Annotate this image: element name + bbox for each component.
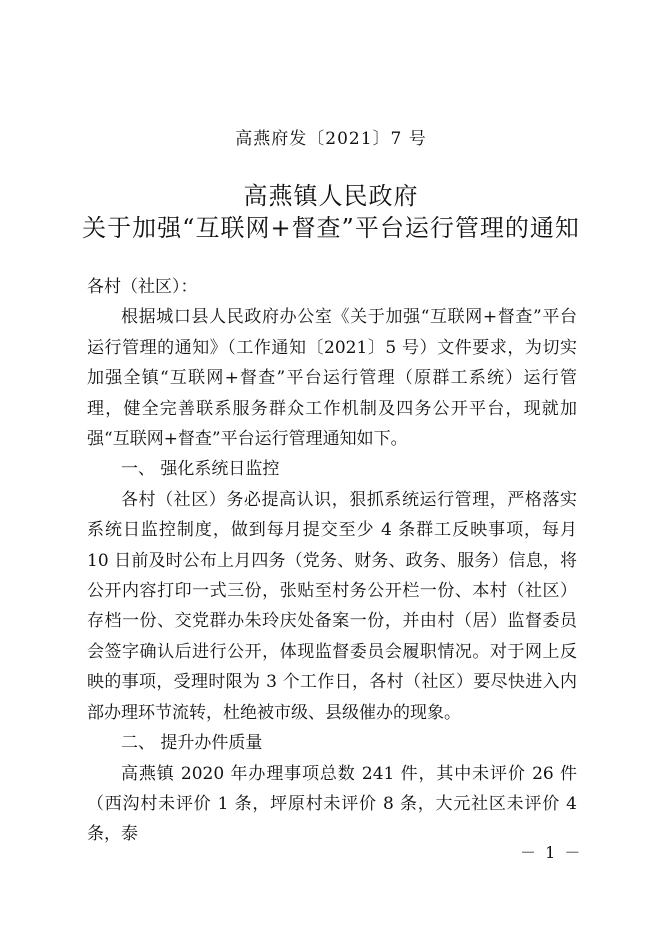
- page-number: － 1 －: [520, 843, 583, 862]
- document-body: [87, 272, 577, 850]
- title-subject: 关于加强“互联网+督查”平台运行管理的通知: [82, 214, 580, 242]
- section-heading-2: 二、 提升办件质量: [121, 733, 263, 754]
- salutation: 各村（社区）：: [87, 277, 198, 297]
- title-issuer: 高燕镇人民政府: [243, 182, 419, 210]
- section-heading-1: 一、 强化系统日监控: [121, 459, 280, 480]
- document-number: 高燕府发〔2021〕7 号: [235, 129, 427, 149]
- paragraph-intro: 根据城口县人民政府办公室《关于加强“互联网+督查”平台运行管理的通知》（工作通知〔2021〕5 号）文件要求，为切实加强全镇“互联网+督查”平台运行管理（原群工系统）运行管理，健全完善联系服务群众工作机制及四务公开平台，现就加强“互联网+督查”平台运行管理通知如下。: [87, 307, 577, 450]
- paragraph-section-2: 高燕镇 2020 年办理事项总数 241 件，其中未评价 26 件（西沟村未评价 1 条，坪原村未评价 8 条，大元社区未评价 4 条，泰: [87, 763, 577, 845]
- paragraph-section-1: 各村（社区）务必提高认识，狠抓系统运行管理，严格落实系统日监控制度，做到每月提交至少 4 条群工反映事项，每月 10 日前及时公布上月四务（党务、财务、政务、服务）信息，将公开内容打印一式三份，张贴至村务公开栏一份、本村（社区）存档一份、交党群办朱玲庆处备案一份，并由村（居）监督委员会签字确认后进行公开，体现监督委员会履职情况。对于网上反映的事项，受理时限为 3 个工作日，各村（社区）要尽快进入内部办理环节流转，杜绝被市级、县级催办的现象。: [87, 489, 577, 723]
